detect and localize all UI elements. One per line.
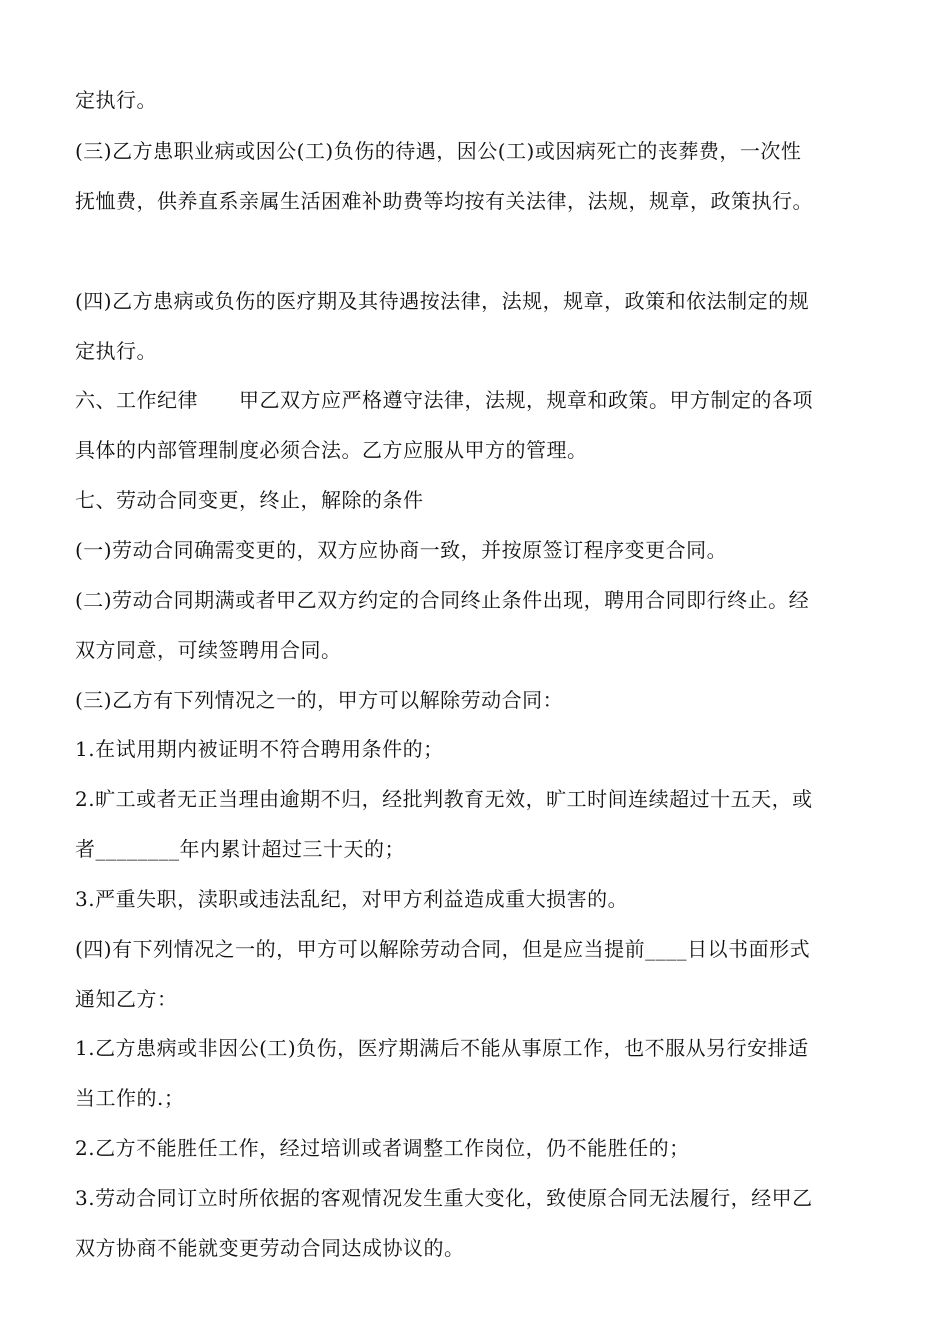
text-line: 双方同意，可续签聘用合同。 [75, 638, 342, 662]
text-line: 双方协商不能就变更劳动合同达成协议的。 [75, 1236, 465, 1260]
text-line: 2.乙方不能胜任工作，经过培训或者调整工作岗位，仍不能胜任的； [75, 1136, 690, 1160]
text-line: 1.乙方患病或非因公(工)负伤，医疗期满后不能从事原工作，也不服从另行安排适 [75, 1036, 809, 1060]
text-line: (一)劳动合同确需变更的，双方应协商一致，并按原签订程序变更合同。 [75, 538, 728, 562]
text-line: 1.在试用期内被证明不符合聘用条件的； [75, 737, 444, 761]
text-line: 3.劳动合同订立时所依据的客观情况发生重大变化，致使原合同无法履行，经甲乙 [75, 1186, 813, 1210]
text-line: 具体的内部管理制度必须合法。乙方应服从甲方的管理。 [75, 438, 588, 462]
text-line: 当工作的.； [75, 1086, 185, 1110]
text-line: 六、工作纪律 甲乙双方应严格遵守法律，法规，规章和政策。甲方制定的各项 [75, 388, 813, 412]
text-line: 3.严重失职，渎职或违法乱纪，对甲方利益造成重大损害的。 [75, 887, 629, 911]
text-line: 2.旷工或者无正当理由逾期不归，经批判教育无效，旷工时间连续超过十五天，或 [75, 787, 813, 811]
text-line: 者________年内累计超过三十天的； [75, 837, 405, 861]
text-line: (四)乙方患病或负伤的医疗期及其待遇按法律，法规，规章，政策和依法制定的规 [75, 289, 810, 313]
section-heading: 七、劳动合同变更，终止，解除的条件 [75, 488, 424, 512]
text-line: 定执行。 [75, 88, 157, 112]
text-line: (四)有下列情况之一的，甲方可以解除劳动合同，但是应当提前____日以书面形式 [75, 937, 811, 961]
text-line: (二)劳动合同期满或者甲乙双方约定的合同终止条件出现，聘用合同即行终止。经 [75, 588, 810, 612]
text-line: 抚恤费，供养直系亲属生活困难补助费等均按有关法律，法规，规章，政策执行。 [75, 189, 813, 213]
text-line: (三)乙方患职业病或因公(工)负伤的待遇，因公(工)或因病死亡的丧葬费，一次性 [75, 139, 802, 163]
text-line: (三)乙方有下列情况之一的，甲方可以解除劳动合同： [75, 688, 564, 712]
text-line: 通知乙方： [75, 987, 178, 1011]
text-line: 定执行。 [75, 339, 157, 363]
